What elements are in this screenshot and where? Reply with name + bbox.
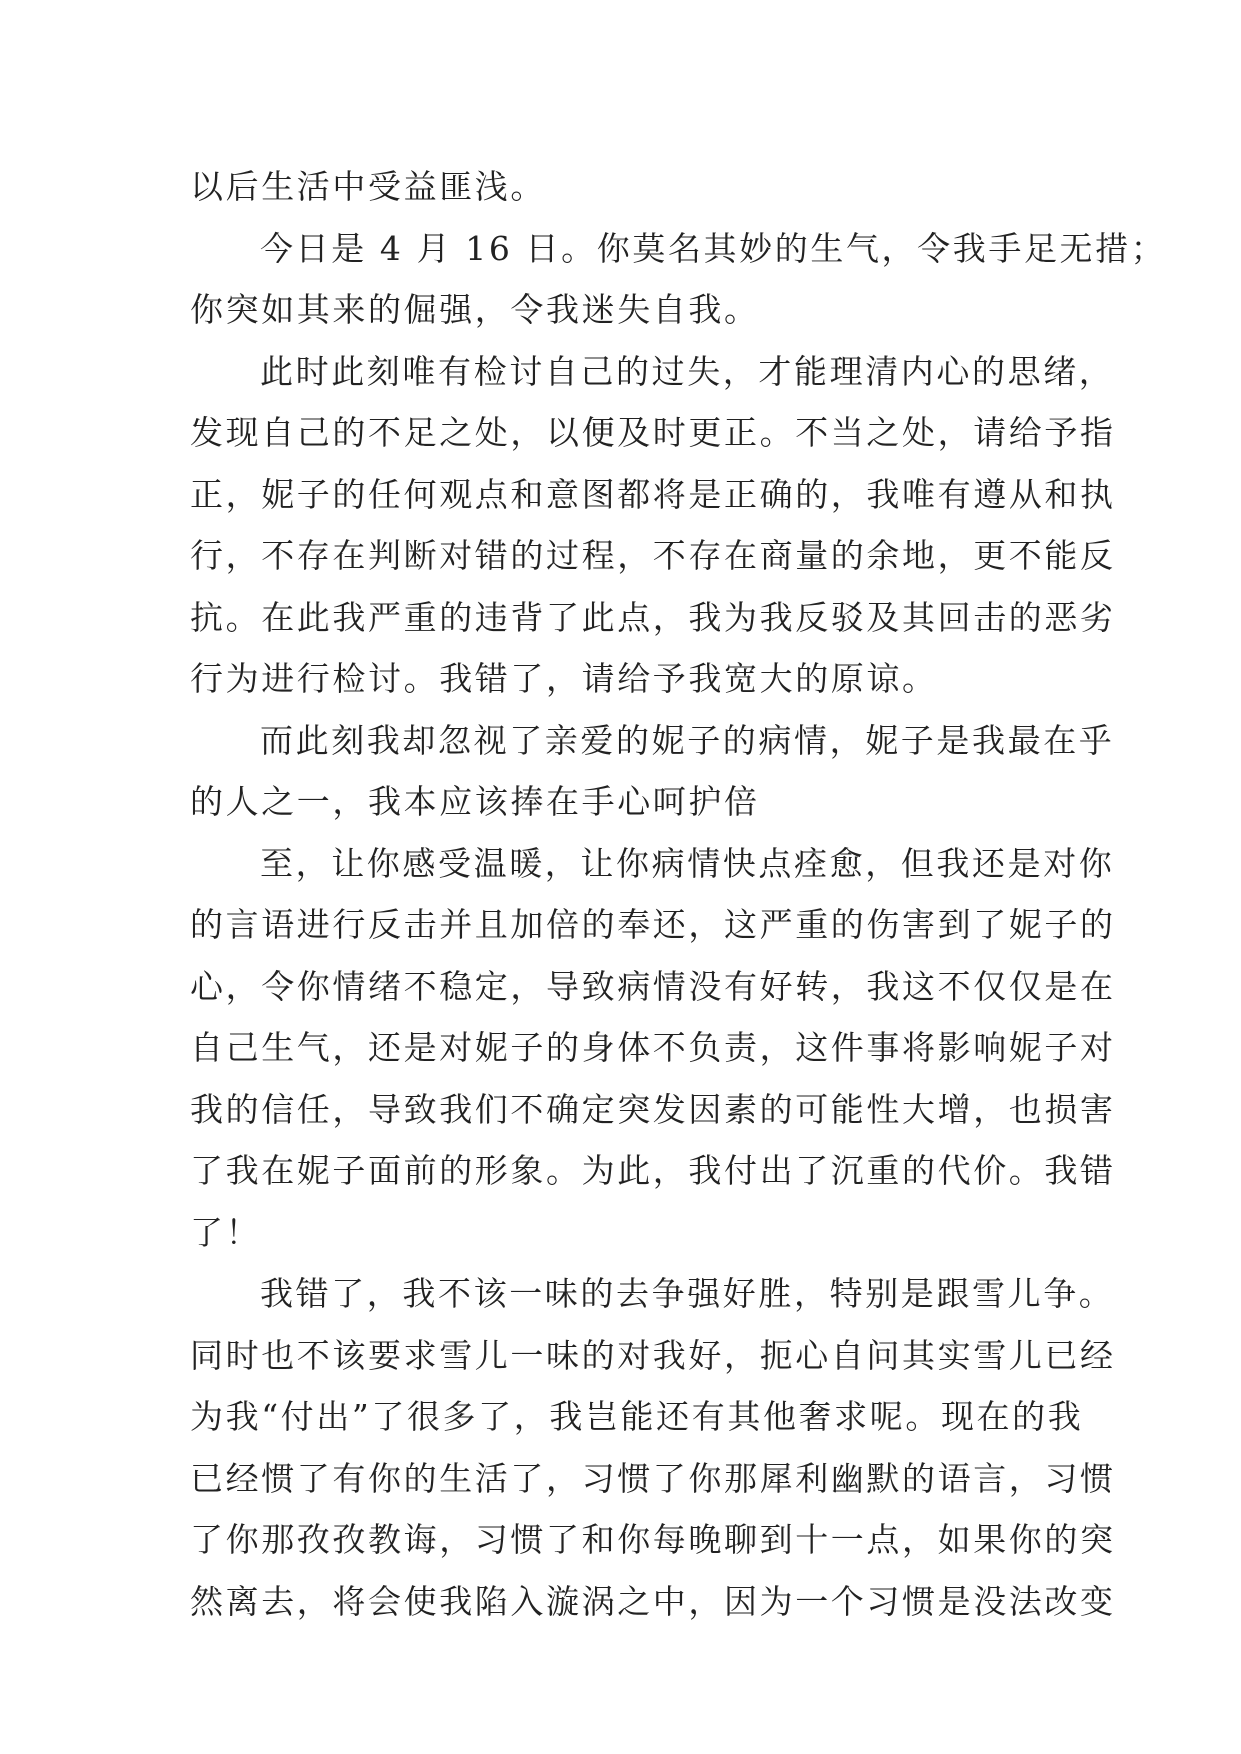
text-line: 已经惯了有你的生活了，习惯了你那犀利幽默的语言，习惯: [190, 1458, 1116, 1498]
text-line: 发现自己的不足之处，以便及时更正。不当之处，请给予指: [190, 413, 1116, 452]
text-line: 了我在妮子面前的形象。为此，我付出了沉重的代价。我错: [190, 1151, 1116, 1190]
text-line: 心，令你情绪不稳定，导致病情没有好转，我这不仅仅是在: [190, 966, 1116, 1006]
text-line: 我的信任，导致我们不确定突发因素的可能性大增，也损害: [190, 1089, 1116, 1129]
text-line: 了你那孜孜教诲，习惯了和你每晚聊到十一点，如果你的突: [190, 1520, 1116, 1559]
text-line: 抗。在此我严重的违背了此点，我为我反驳及其回击的恶劣: [190, 597, 1116, 637]
text-line: 我错了，我不该一味的去争强好胜，特别是跟雪儿争。: [260, 1274, 1115, 1313]
body-text: [190, 156, 1167, 1632]
text-line: 而此刻我却忽视了亲爱的妮子的病情，妮子是我最在乎: [260, 720, 1115, 760]
text-line: 然离去，将会使我陷入漩涡之中，因为一个习惯是没法改变: [190, 1581, 1116, 1621]
text-line: 以后生活中受益匪浅。: [190, 167, 546, 206]
text-line: 今日是 4 月 16 日。你莫名其妙的生气，令我手足无措；: [260, 228, 1167, 268]
text-line: 此时此刻唯有检讨自己的过失，才能理清内心的思绪，: [260, 351, 1115, 391]
text-line: 你突如其来的倔强，令我迷失自我。: [190, 290, 760, 329]
text-line: 至，让你感受温暖，让你病情快点痊愈，但我还是对你: [260, 843, 1115, 883]
text-line: 自己生气，还是对妮子的身体不负责，这件事将影响妮子对: [190, 1028, 1116, 1067]
text-line: 的言语进行反击并且加倍的奉还，这严重的伤害到了妮子的: [190, 905, 1116, 944]
text-line: 行为进行检讨。我错了，请给予我宽大的原谅。: [190, 659, 938, 698]
text-line: 了！: [190, 1212, 262, 1252]
text-line: 正，妮子的任何观点和意图都将是正确的，我唯有遵从和执: [190, 474, 1116, 514]
text-line: 为我“付出”了很多了，我岂能还有其他奢求呢。现在的我: [190, 1397, 1084, 1436]
text-line: 的人之一，我本应该捧在手心呵护倍: [190, 782, 760, 821]
text-line: 行，不存在判断对错的过程，不存在商量的余地，更不能反: [190, 536, 1116, 575]
text-line: 同时也不该要求雪儿一味的对我好，扼心自问其实雪儿已经: [190, 1335, 1116, 1375]
